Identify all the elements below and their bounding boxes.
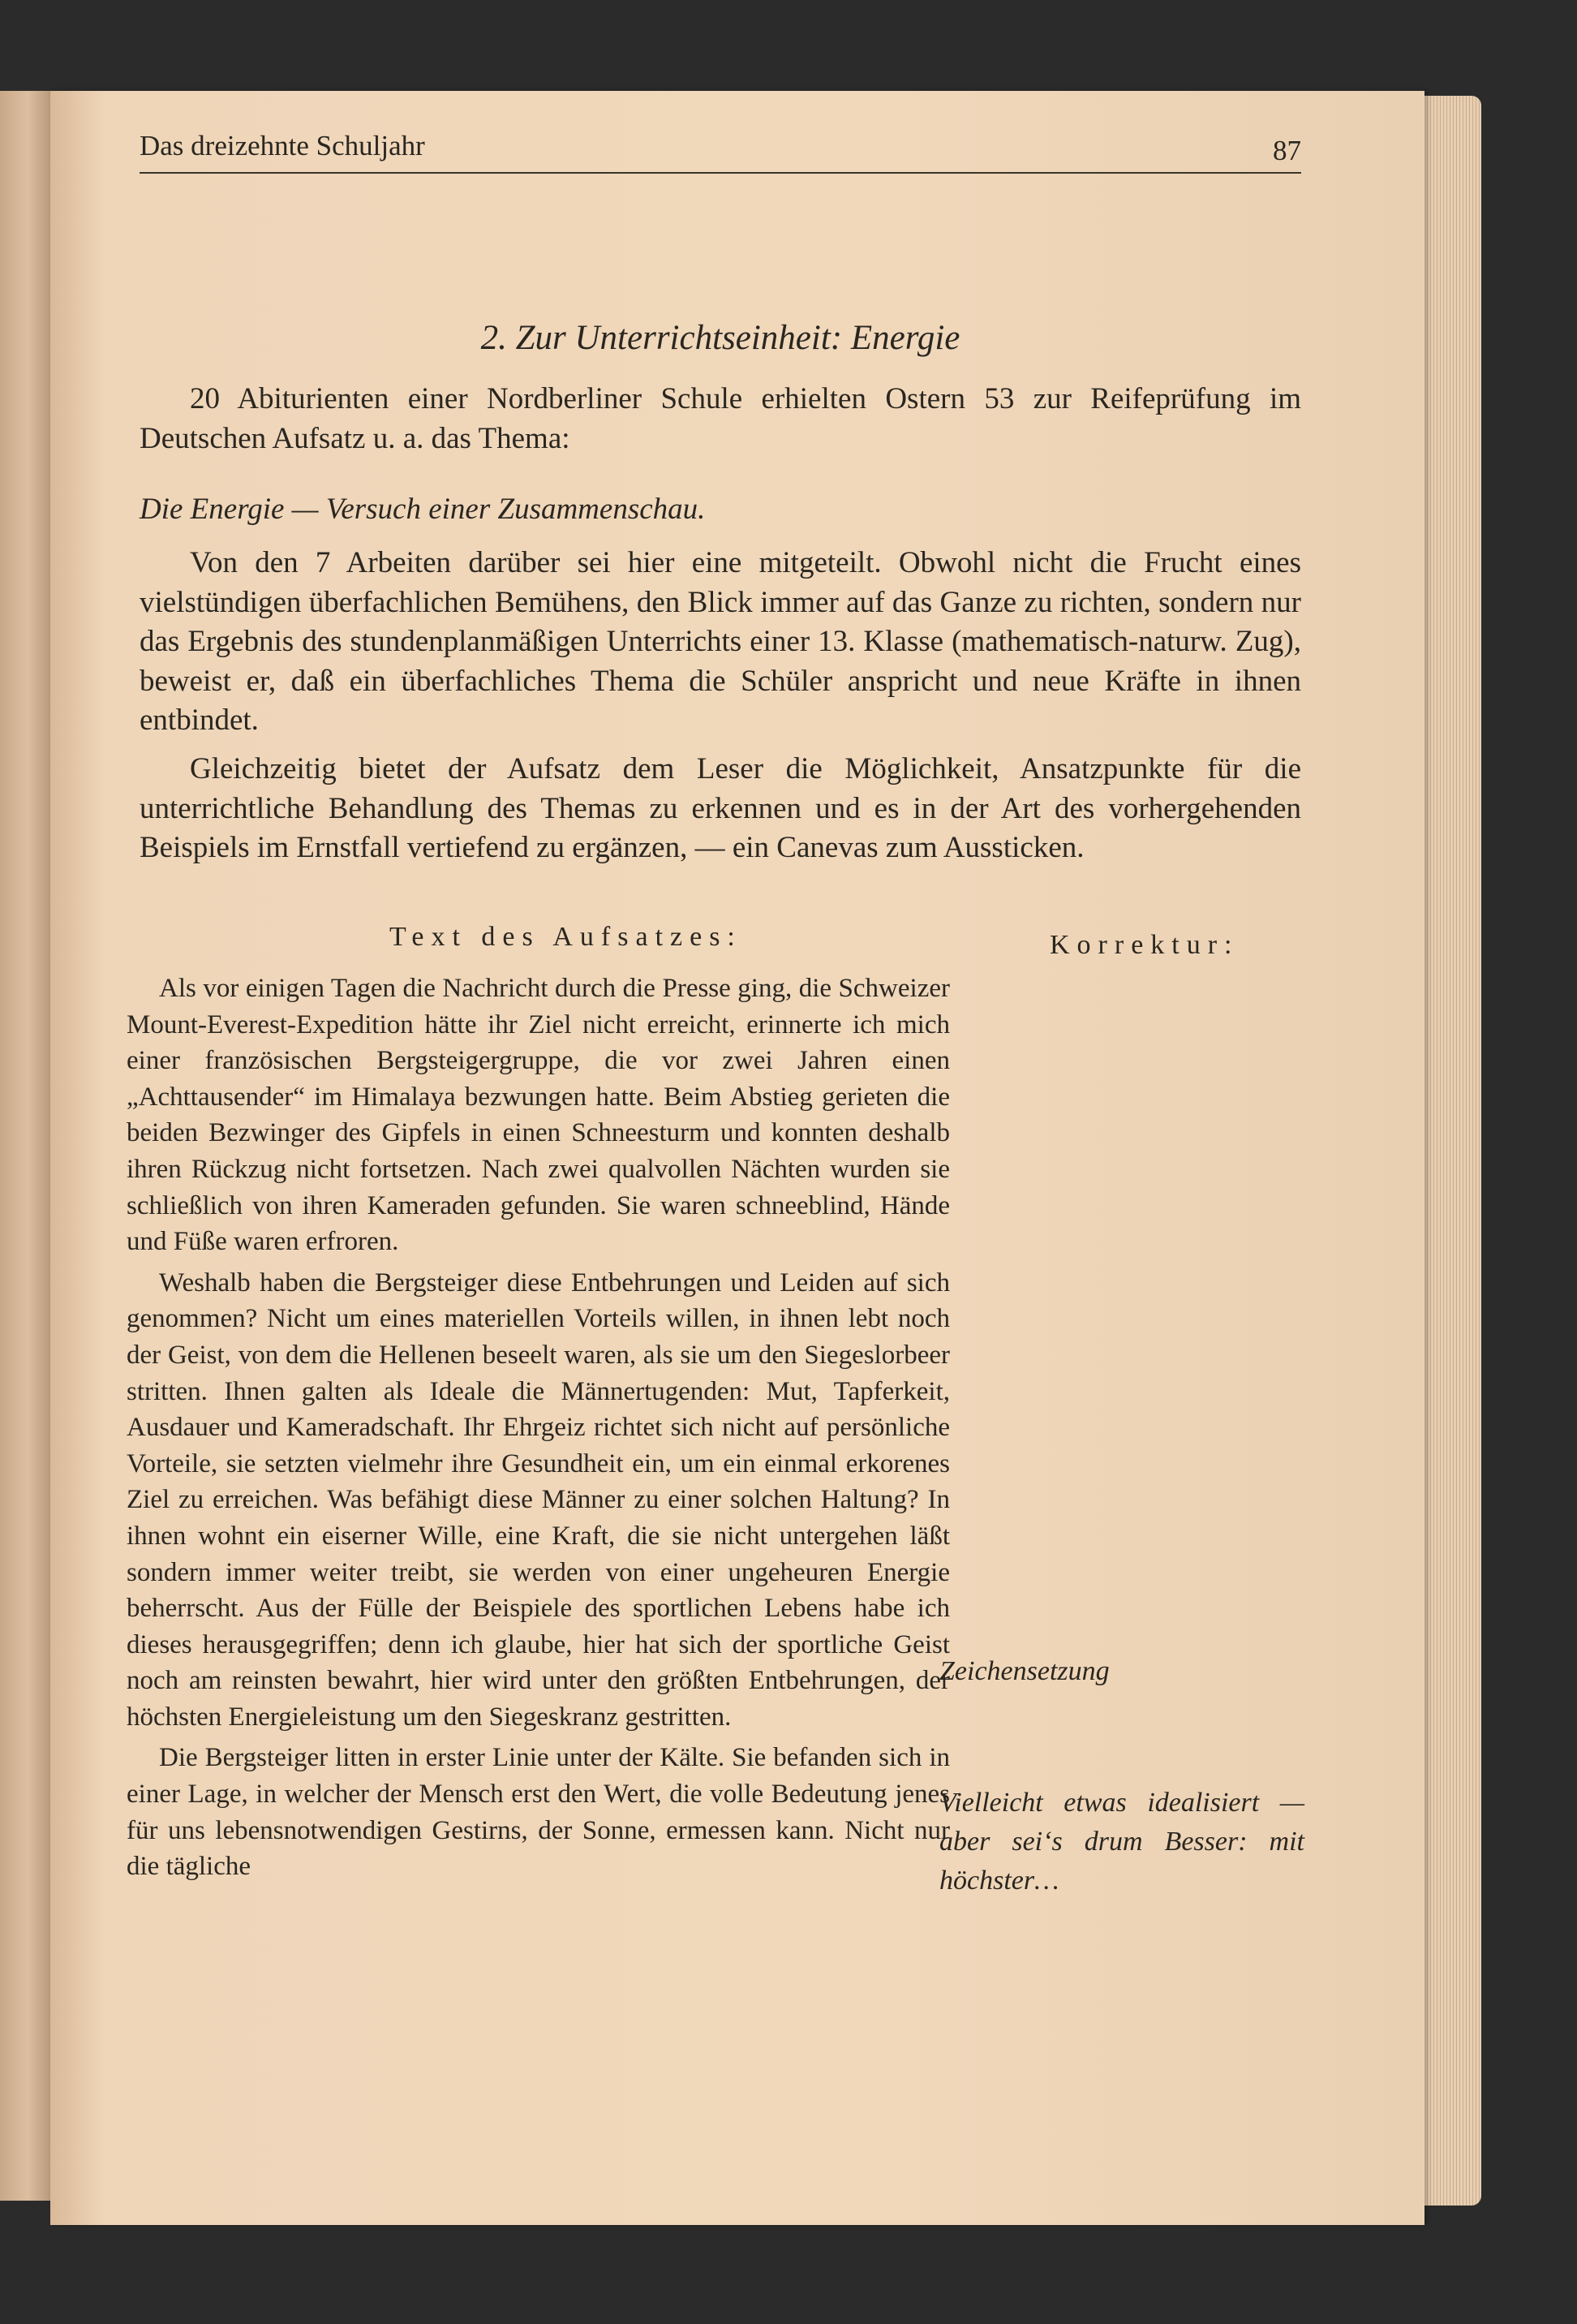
essay-theme: Die Energie — Versuch einer Zusammenschau. <box>140 493 706 526</box>
correction-note-punctuation: Zeichensetzung <box>939 1656 1110 1686</box>
correction-note-idealized: Vielleicht etwas idealisiert — aber sei‘s drum Besser: mit höchster… <box>939 1788 1304 1896</box>
essay-text-heading: Text des Aufsatzes: <box>389 922 742 952</box>
running-title: Das dreizehnte Schuljahr <box>140 130 425 161</box>
intro-paragraph-1: 20 Abiturienten einer Nordberliner Schule erhielten Ostern 53 zur Reifeprüfung im Deutschen Aufsatz u. a. das Thema: <box>140 382 1301 455</box>
section-heading: 2. Zur Unterrichtseinheit: Energie <box>480 319 960 357</box>
previous-page-edge <box>0 91 50 2201</box>
essay-text-column <box>127 970 950 1890</box>
intro-paragraph-3: Gleichzeitig bietet der Aufsatz dem Leser die Möglichkeit, Ansatzpunkte für die unterrichtliche Behandlung des Themas zu erkennen und es in der Art des vorhergehenden Beispiels im Ernstfall vertiefend zu ergänzen, — ein Canevas zum Aussticken. <box>140 752 1301 864</box>
essay-paragraph-2: Weshalb haben die Bergsteiger diese Entbehrungen und Leiden auf sich genommen? Nicht um eines materiellen Vorteils willen, in ihnen lebt noch der Geist, von dem die Hellenen beseelt waren, als sie um den Siegeslorbeer stritten. Ihnen galten als Ideale die Männertugenden: Mut, Tapferkeit, Ausdauer und Kameradschaft. Ihr Ehrgeiz richtet sich nicht auf persönliche Vorteile, sie setzten vielmehr ihre Gesundheit ein, um ein einmal erkorenes Ziel zu erreichen. Was befähigt diese Männer zu einer solchen Haltung? In ihnen wohnt ein eiserner Wille, eine Kraft, die sie nicht untergehen läßt sondern immer weiter treibt, sie werden von einer ungeheuren Energie beherrscht. Aus der Fülle der Beispiele des sportlichen Lebens habe ich dieses herausgegriffen; denn ich glaube, hier hat sich der sportliche Geist noch am reinsten bewahrt, hier wird unter den größten Entbehrungen, der höchsten Energieleistung um den Siegeskranz gestritten. <box>127 1267 950 1732</box>
correction-heading: Korrektur: <box>1050 930 1240 960</box>
essay-paragraph-3: Die Bergsteiger litten in erster Linie unter der Kälte. Sie befanden sich in einer Lage, in welcher der Mensch erst den Wert, die volle Bedeutung jenes für uns lebensnotwendigen Gestirns, der Sonne, ermessen kann. Nicht nur die tägliche <box>127 1743 950 1882</box>
essay-paragraph-1: Als vor einigen Tagen die Nachricht durch die Presse ging, die Schweizer Mount-Everest-Expedition hätte ihr Ziel nicht erreicht, erinnerte ich mich einer französischen Bergsteigergruppe, die vor zwei Jahren einen „Achttausender“ im Himalaya bezwungen hatte. Beim Abstieg gerieten die beiden Bezwinger des Gipfels in einen Schneesturm und konnten deshalb ihren Rückzug nicht fortsetzen. Nach zwei qualvollen Nächten wurden sie schließlich von ihren Kameraden gefunden. Sie waren schneeblind, Hände und Füße waren erfroren. <box>127 974 950 1257</box>
running-header <box>140 130 1301 174</box>
page-number: 87 <box>1273 135 1301 166</box>
intro-paragraph-2: Von den 7 Arbeiten darüber sei hier eine mitgeteilt. Obwohl nicht die Frucht eines vielstündigen überfachlichen Bemühens, den Blick immer auf das Ganze zu richten, sondern nur das Ergebnis des stundenplanmäßigen Unterrichts einer 13. Klasse (mathematisch-naturw. Zug), beweist er, daß ein überfachliches Thema die Schüler anspricht und neue Kräfte in ihnen entbindet. <box>140 546 1301 737</box>
